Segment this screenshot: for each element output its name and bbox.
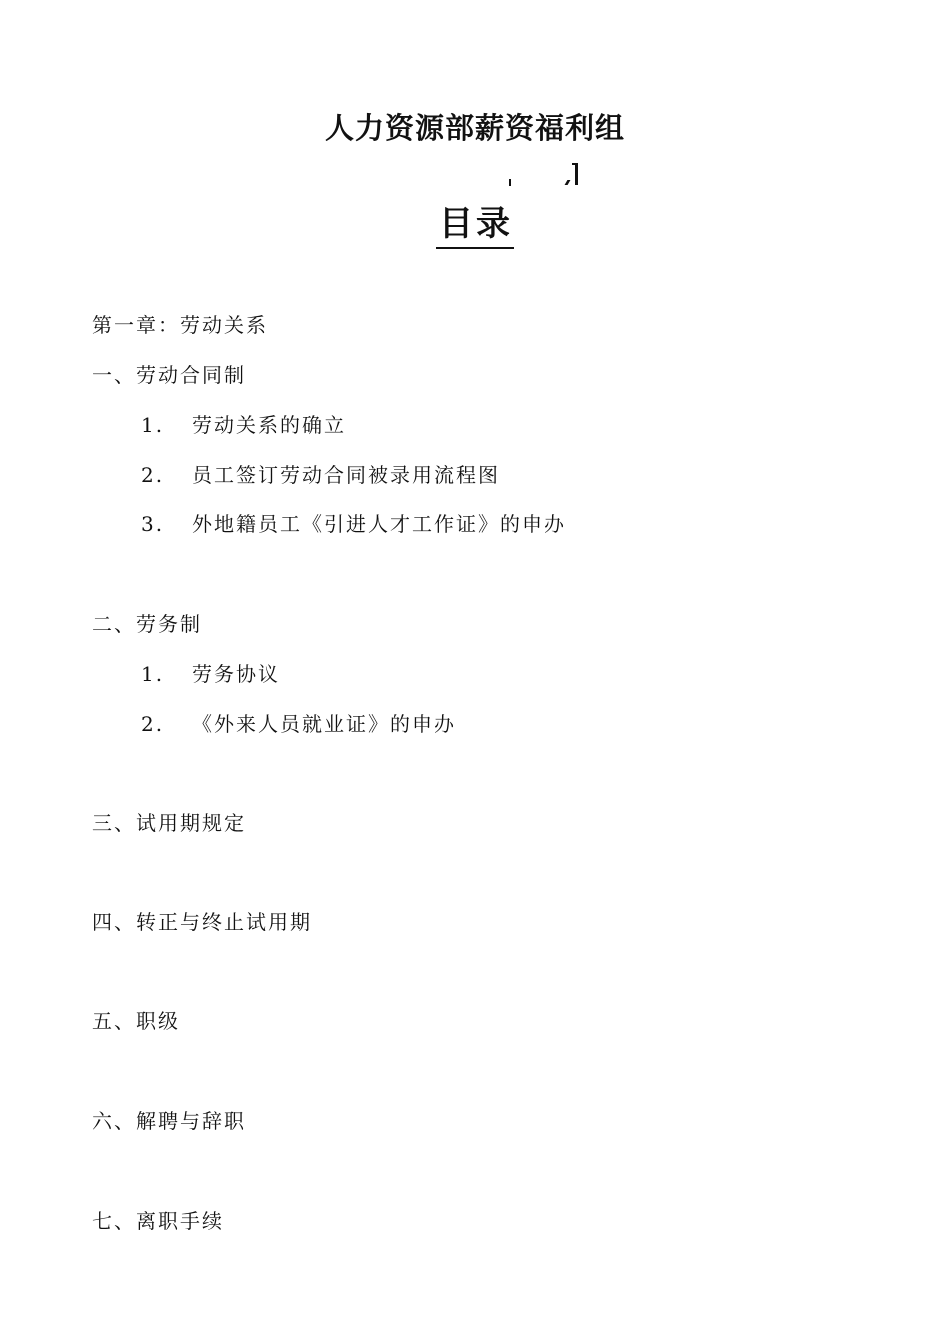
toc-section-2: 二、劳务制	[92, 612, 202, 636]
toc-section-3: 三、试用期规定	[92, 811, 246, 835]
toc-heading-text: 目录	[436, 204, 514, 249]
toc-chapter-1: 第一章：劳动关系	[92, 313, 268, 337]
document-title: 人力资源部薪资福利组	[324, 111, 625, 145]
toc-item-text: 员工签订劳动合同被录用流程图	[192, 463, 500, 487]
toc-section-5: 五、职级	[92, 1009, 180, 1033]
toc-heading	[0, 204, 950, 249]
scan-marks	[500, 160, 600, 190]
toc-item-number: 3.	[141, 512, 165, 536]
toc-section-4: 四、转正与终止试用期	[92, 910, 312, 934]
toc-item-number: 1.	[141, 662, 165, 686]
toc-section-7: 七、离职手续	[92, 1209, 224, 1233]
toc-section-1: 一、劳动合同制	[92, 363, 246, 387]
toc-item-number: 2.	[141, 463, 165, 487]
toc-item-text: 劳动关系的确立	[192, 413, 346, 437]
toc-item-text: 外地籍员工《引进人才工作证》的申办	[192, 512, 566, 536]
toc-item-text: 《外来人员就业证》的申办	[192, 712, 456, 736]
toc-item-number: 1.	[141, 413, 165, 437]
toc-item-number: 2.	[141, 712, 165, 736]
toc-item-text: 劳务协议	[192, 662, 280, 686]
toc-section-6: 六、解聘与辞职	[92, 1109, 246, 1133]
